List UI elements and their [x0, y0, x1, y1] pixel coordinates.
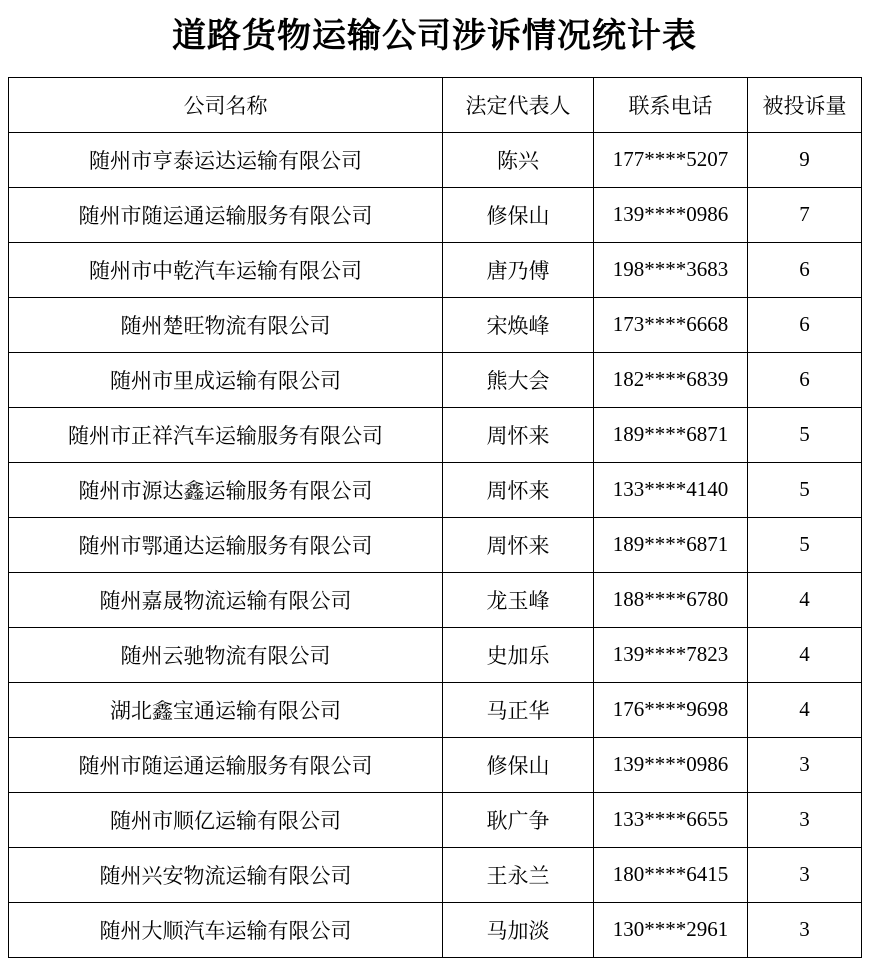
cell-company-name: 随州大顺汽车运输有限公司	[9, 902, 443, 957]
table-row	[9, 132, 862, 187]
cell-contact-phone: 139****0986	[594, 187, 748, 242]
column-header-legal-representative: 法定代表人	[443, 77, 594, 132]
cell-company-name: 随州云驰物流有限公司	[9, 627, 443, 682]
cell-contact-phone: 133****6655	[594, 792, 748, 847]
table-header	[9, 77, 862, 132]
cell-company-name: 随州兴安物流运输有限公司	[9, 847, 443, 902]
cell-complaint-count: 4	[748, 682, 862, 737]
cell-complaint-count: 3	[748, 792, 862, 847]
cell-complaint-count: 9	[748, 132, 862, 187]
cell-legal-representative: 王永兰	[443, 847, 594, 902]
table-row	[9, 462, 862, 517]
cell-complaint-count: 7	[748, 187, 862, 242]
table-body	[9, 132, 862, 957]
cell-company-name: 随州市随运通运输服务有限公司	[9, 737, 443, 792]
cell-legal-representative: 耿广争	[443, 792, 594, 847]
cell-company-name: 随州市亨泰运达运输有限公司	[9, 132, 443, 187]
cell-legal-representative: 史加乐	[443, 627, 594, 682]
cell-legal-representative: 周怀来	[443, 407, 594, 462]
table-row	[9, 297, 862, 352]
table-row	[9, 187, 862, 242]
cell-company-name: 随州市里成运输有限公司	[9, 352, 443, 407]
cell-company-name: 随州市随运通运输服务有限公司	[9, 187, 443, 242]
cell-complaint-count: 5	[748, 407, 862, 462]
cell-contact-phone: 139****7823	[594, 627, 748, 682]
cell-contact-phone: 189****6871	[594, 407, 748, 462]
cell-contact-phone: 177****5207	[594, 132, 748, 187]
table-row	[9, 572, 862, 627]
table-row	[9, 682, 862, 737]
cell-company-name: 湖北鑫宝通运输有限公司	[9, 682, 443, 737]
table-row	[9, 352, 862, 407]
cell-contact-phone: 180****6415	[594, 847, 748, 902]
cell-company-name: 随州楚旺物流有限公司	[9, 297, 443, 352]
cell-company-name: 随州市中乾汽车运输有限公司	[9, 242, 443, 297]
cell-legal-representative: 马正华	[443, 682, 594, 737]
cell-legal-representative: 熊大会	[443, 352, 594, 407]
cell-contact-phone: 139****0986	[594, 737, 748, 792]
table-row	[9, 847, 862, 902]
cell-complaint-count: 4	[748, 572, 862, 627]
table-row	[9, 737, 862, 792]
cell-complaint-count: 4	[748, 627, 862, 682]
cell-complaint-count: 3	[748, 847, 862, 902]
cell-complaint-count: 5	[748, 462, 862, 517]
cell-company-name: 随州市鄂通达运输服务有限公司	[9, 517, 443, 572]
cell-company-name: 随州市正祥汽车运输服务有限公司	[9, 407, 443, 462]
cell-contact-phone: 182****6839	[594, 352, 748, 407]
cell-company-name: 随州市源达鑫运输服务有限公司	[9, 462, 443, 517]
page-title: 道路货物运输公司涉诉情况统计表	[172, 18, 697, 55]
cell-complaint-count: 3	[748, 737, 862, 792]
cell-complaint-count: 6	[748, 352, 862, 407]
cell-contact-phone: 130****2961	[594, 902, 748, 957]
column-header-complaint-count: 被投诉量	[748, 77, 862, 132]
table-row	[9, 517, 862, 572]
cell-contact-phone: 176****9698	[594, 682, 748, 737]
table-row	[9, 627, 862, 682]
cell-legal-representative: 唐乃傅	[443, 242, 594, 297]
cell-contact-phone: 173****6668	[594, 297, 748, 352]
complaint-statistics-table	[8, 77, 862, 958]
cell-complaint-count: 6	[748, 242, 862, 297]
cell-complaint-count: 3	[748, 902, 862, 957]
cell-company-name: 随州嘉晟物流运输有限公司	[9, 572, 443, 627]
cell-contact-phone: 198****3683	[594, 242, 748, 297]
table-row	[9, 242, 862, 297]
cell-legal-representative: 马加淡	[443, 902, 594, 957]
cell-legal-representative: 龙玉峰	[443, 572, 594, 627]
column-header-contact-phone: 联系电话	[594, 77, 748, 132]
column-header-company-name: 公司名称	[9, 77, 443, 132]
cell-complaint-count: 5	[748, 517, 862, 572]
cell-legal-representative: 周怀来	[443, 517, 594, 572]
cell-contact-phone: 188****6780	[594, 572, 748, 627]
cell-complaint-count: 6	[748, 297, 862, 352]
table-header-row	[9, 77, 862, 132]
table-row	[9, 902, 862, 957]
cell-legal-representative: 修保山	[443, 737, 594, 792]
cell-legal-representative: 宋焕峰	[443, 297, 594, 352]
cell-legal-representative: 陈兴	[443, 132, 594, 187]
table-row	[9, 792, 862, 847]
cell-legal-representative: 修保山	[443, 187, 594, 242]
table-container	[0, 77, 869, 958]
table-row	[9, 407, 862, 462]
cell-company-name: 随州市顺亿运输有限公司	[9, 792, 443, 847]
cell-contact-phone: 133****4140	[594, 462, 748, 517]
cell-legal-representative: 周怀来	[443, 462, 594, 517]
cell-contact-phone: 189****6871	[594, 517, 748, 572]
